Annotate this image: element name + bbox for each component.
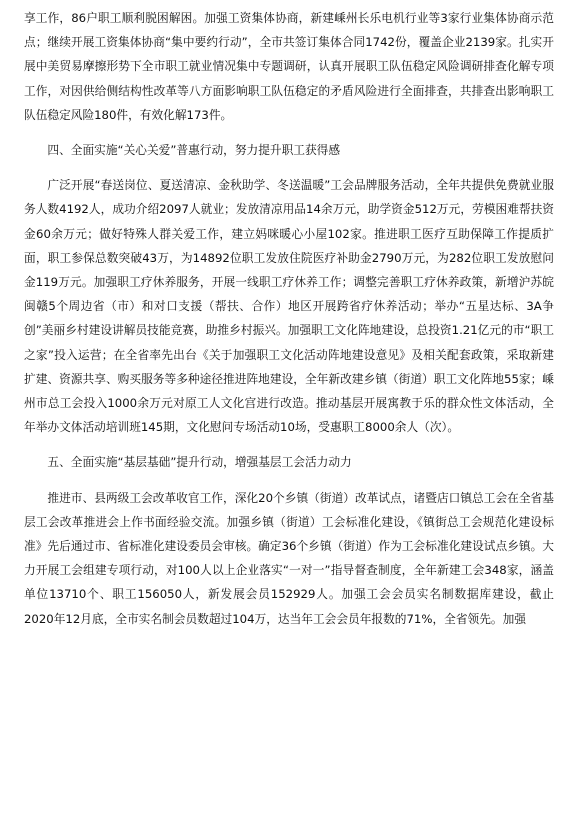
paragraph-grassroots-reform: 推进市、县两级工会改革收官工作，深化20个乡镇（街道）改革试点，诸暨店口镇总工会在全省基层工会改革推进会上作书面经验交流。加强乡镇（街道）工会标准化建设，《镇街总工会规范化建设标准》先后通过市、省标准化建设委员会审核。确定36个乡镇（街道）作为工会标准化建设试点乡镇。大力开展工会组建专项行动，对100人以上企业落实“一对一”指导督查制度，全年新建工会348家，涵盖单位13710个、职工156050人，新发展会员152929人。加强工会会员实名制数据库建设，截止2020年12月底，全市实名制会员数超过104万，达当年工会会员年报数的71%，全省领先。加强 — [24, 490, 554, 626]
paragraph-gap — [24, 162, 554, 173]
paragraph-gap — [24, 439, 554, 450]
paragraph-workforce-stability: 享工作，86户职工顺利脱困解困。加强工资集体协商，新建嵊州长乐电机行业等3家行业集体协商示范点；继续开展工资集体协商“集中要约行动”，全市共签订集体合同1742份，覆盖企业2139家。扎实开展中美贸易摩擦形势下全市职工就业情况集中专题调研，认真开展职工队伍稳定风险调研排查化解专项工作，对因供给侧结构性改革等八方面影响职工队伍稳定的矛盾风险进行全面排查，共排查出影响职工队伍稳定风险180件，有效化解173件。 — [24, 11, 554, 122]
section-heading-grassroots: 五、全面实施“基层基础”提升行动，增强基层工会活力动力 — [47, 455, 352, 470]
paragraph-gap — [24, 475, 554, 486]
paragraph-gap — [24, 127, 554, 138]
section-heading-care: 四、全面实施“关心关爱”普惠行动，努力提升职工获得感 — [47, 143, 341, 158]
paragraph-care-services: 广泛开展“春送岗位、夏送清凉、金秋助学、冬送温暖”工会品牌服务活动，全年共提供免费就业服务人数4192人，成功介绍2097人就业；发放清凉用品14余万元，助学资金512万元，劳模困难帮扶资金60余万元；做好特殊人群关爱工作，建立妈咪暖心小屋102家。推进职工医疗互助保障工作提质扩面，职工参保总数突破43万，为14892位职工发放住院医疗补助金2790万元，为282位职工发放慰问金119万元。加强职工疗休养服务，开展一线职工疗休养工作；调整完善职工疗休养政策，新增沪苏皖闽赣5个周边省（市）和对口支援（帮扶、合作）地区开展跨省疗休养活动；举办“五星达标、3A争创”美丽乡村建设讲解员技能竞赛，助推乡村振兴。加强职工文化阵地建设，总投资1.21亿元的市“职工之家”投入运营；在全省率先出台《关于加强职工文化活动阵地建设意见》及相关配套政策，采取新建扩建、资源共享、购买服务等多种途径推进阵地建设，全年新改建乡镇（街道）职工文化阵地55家；嵊州市总工会投入1000余万元对原工人文化宫进行改造。推动基层开展寓教于乐的群众性文体活动，全年举办文体活动培训班145期，文化慰问专场活动10场，受惠职工8000余人（次）。 — [24, 178, 554, 435]
